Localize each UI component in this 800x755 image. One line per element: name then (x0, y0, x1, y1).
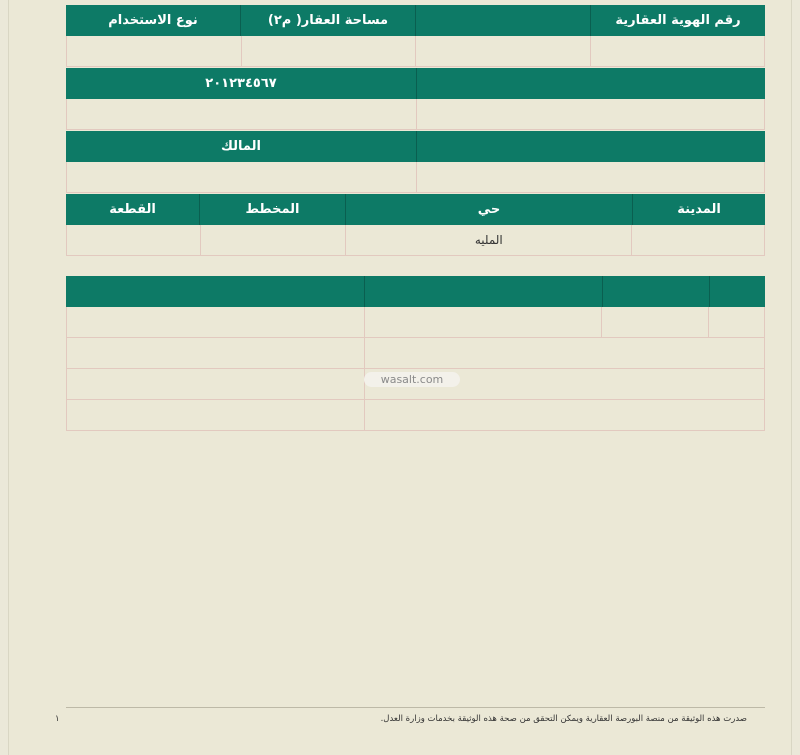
cell (601, 307, 708, 337)
location-row (66, 225, 765, 256)
cell (67, 369, 364, 399)
header-district: حي (345, 194, 632, 225)
footer-divider (66, 707, 765, 708)
header-plot: القطعة (109, 202, 156, 217)
header-blank (415, 5, 590, 36)
details-row (66, 400, 765, 431)
details-header-cell (364, 276, 602, 307)
location-table (66, 194, 765, 256)
header-city: المدينة (632, 194, 765, 225)
cell (67, 99, 416, 129)
property-info-table (66, 5, 765, 67)
deed-header-cell-left: ٢٠١٢٣٤٥٦٧ (205, 76, 277, 91)
details-header-cell (602, 276, 709, 307)
header-property-area: مساحة العقار( م٢) (240, 5, 415, 36)
details-row (66, 338, 765, 369)
cell (416, 99, 764, 129)
deed-table (66, 68, 765, 130)
cell (67, 162, 416, 192)
details-header-cell (709, 276, 765, 307)
owner-header-cell-right (416, 131, 765, 162)
cell (364, 338, 764, 368)
plan-value (200, 225, 346, 255)
plot-value (67, 225, 200, 255)
owner-header-cell-left: المالك (221, 139, 261, 154)
cell (67, 307, 364, 337)
location-header (66, 194, 765, 225)
details-table (66, 276, 765, 431)
cell (416, 162, 764, 192)
header-property-id: رقم الهوية العقارية (590, 5, 765, 36)
owner-header (66, 131, 765, 162)
owner-table (66, 131, 765, 193)
cell (590, 36, 765, 66)
city-value (631, 225, 764, 255)
document-sheet (8, 0, 792, 755)
header-plan: المخطط (199, 194, 345, 225)
page-number: ١ (55, 714, 60, 724)
cell (708, 307, 764, 337)
deed-header (66, 68, 765, 99)
cell (241, 36, 416, 66)
owner-row (66, 162, 765, 193)
details-header-cell (66, 276, 364, 307)
watermark: wasalt.com (364, 372, 460, 387)
cell (415, 36, 590, 66)
footer-text: صدرت هذه الوثيقة من منصة البورصة العقارية ويمكن التحقق من صحة هذه الوثيقة بخدمات وزارة العدل. (380, 714, 747, 724)
district-value: المليه (345, 225, 631, 255)
property-info-header (66, 5, 765, 36)
cell (67, 338, 364, 368)
cell (67, 36, 241, 66)
details-header (66, 276, 765, 307)
property-info-row (66, 36, 765, 67)
cell (364, 400, 764, 430)
header-usage-type: نوع الاستخدام (108, 13, 198, 28)
details-row (66, 307, 765, 338)
deed-header-cell-right (416, 68, 765, 99)
deed-row (66, 99, 765, 130)
cell (364, 307, 601, 337)
cell (67, 400, 364, 430)
